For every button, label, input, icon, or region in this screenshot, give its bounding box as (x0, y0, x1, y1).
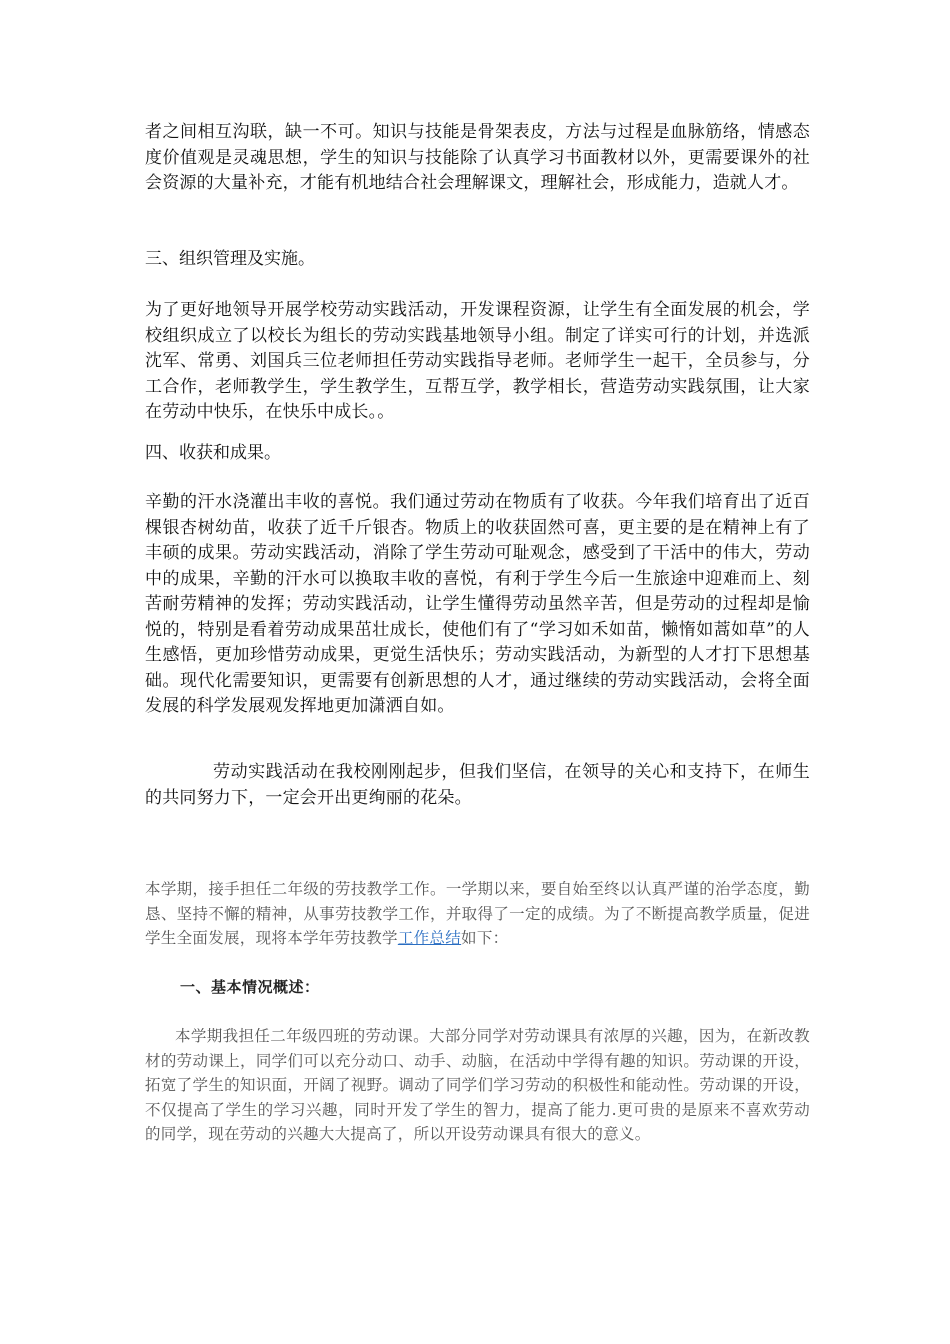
heading-basic-overview: 一、基本情况概述： (180, 978, 320, 996)
paragraph-basic-overview: 本学期我担任二年级四班的劳动课。大部分同学对劳动课具有浓厚的兴趣，因为，在新改教材的劳动课上，同学们可以充分动口、动手、动脑，在活动中学得有趣的知识。劳动课的开设，拓宽了学生的知识面，开阔了视野。调动了同学们学习劳动的积极性和能动性。劳动课的开设，不仅提高了学生的学习兴趣，同时开发了学生的智力，提高了能力.更可贵的是原来不喜欢劳动的同学，现在劳动的兴趣大大提高了，所以开设劳动课具有很大的意义。 (145, 1027, 810, 1143)
work-summary-link[interactable]: 工作总结 (397, 929, 462, 947)
paragraph-results: 辛勤的汗水浇灌出丰收的喜悦。我们通过劳动在物质有了收获。今年我们培育出了近百棵银杏树幼苗，收获了近千斤银杏。物质上的收获固然可喜，更主要的是在精神上有了丰硕的成果。劳动实践活动，消除了学生劳动可耻观念，感受到了干活中的伟大，劳动中的成果，辛勤的汗水可以换取丰收的喜悦，有利于学生今后一生旅途中迎难而上、刻苦耐劳精神的发挥；劳动实践活动，让学生懂得劳动虽然辛苦，但是劳动的过程却是愉悦的，特别是看着劳动成果茁壮成长，使他们有了“学习如禾如苗，懒惰如蒿如草”的人生感悟，更加珍惜劳动成果，更觉生活快乐；劳动实践活动，为新型的人才打下思想基础。现代化需要知识，更需要有创新思想的人才，通过继续的劳动实践活动，会将全面发展的科学发展观发挥地更加潇洒自如。 (145, 492, 810, 716)
heading-results: 四、收获和成果。 (145, 443, 281, 463)
paragraph-summary-intro (145, 877, 810, 951)
paragraph-intro: 者之间相互沟联，缺一不可。知识与技能是骨架表皮，方法与过程是血脉筋络，情感态度价值观是灵魂思想，学生的知识与技能除了认真学习书面教材以外，更需要课外的社会资源的大量补充，才能有机地结合社会理解课文，理解社会，形成能力，造就人才。 (145, 122, 810, 193)
heading-organization: 三、组织管理及实施。 (145, 249, 315, 269)
paragraph-closing: 劳动实践活动在我校刚刚起步，但我们坚信，在领导的关心和支持下，在师生的共同努力下，一定会开出更绚丽的花朵。 (145, 762, 810, 808)
paragraph-organization: 为了更好地领导开展学校劳动实践活动，开发课程资源，让学生有全面发展的机会，学校组织成立了以校长为组长的劳动实践基地领导小组。制定了详实可行的计划，并选派沈军、常勇、刘国兵三位老师担任劳动实践指导老师。老师学生一起干，全员参与，分工合作，老师教学生，学生教学生，互帮互学，教学相长，营造劳动实践氛围，让大家在劳动中快乐，在快乐中成长。。 (145, 300, 810, 422)
summary-intro-end: 如下： (461, 929, 509, 947)
summary-intro-text: 本学期，接手担任二年级的劳技教学工作。一学期以来，要自始至终以认真严谨的治学态度，勤恳、坚持不懈的精神，从事劳技教学工作，并取得了一定的成绩。为了不断提高教学质量，促进学生全面发展，现将本学年劳技教学 (145, 880, 810, 947)
